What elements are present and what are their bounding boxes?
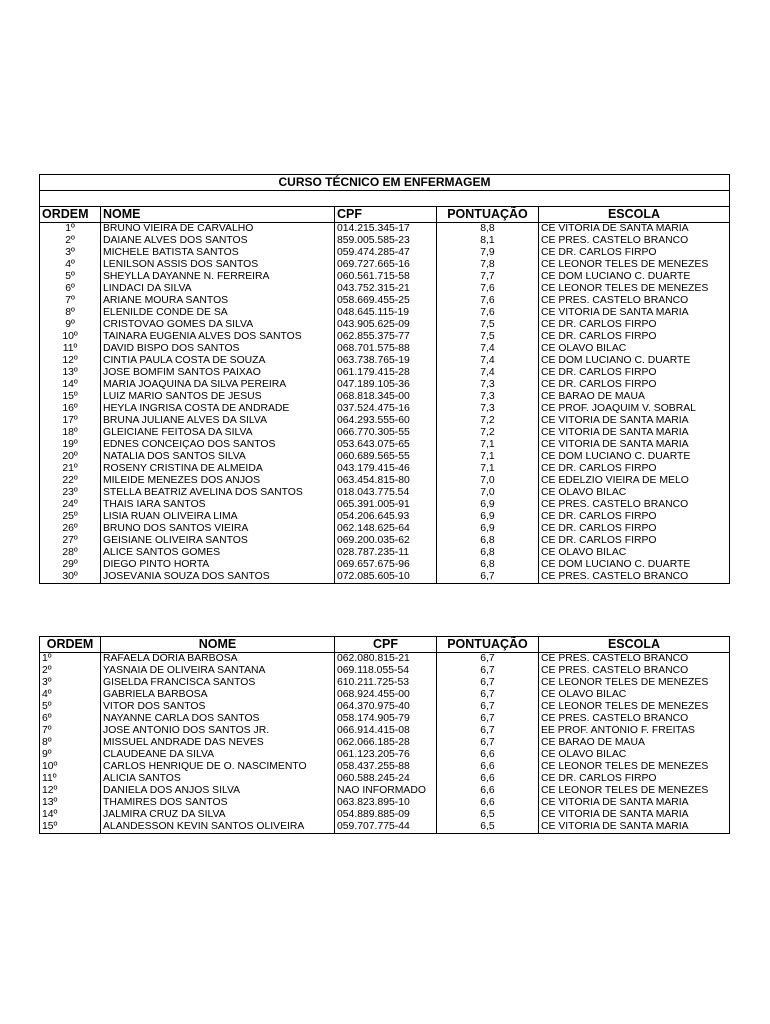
table-row <box>40 451 730 463</box>
cell-nome: DAVID BISPO DOS SANTOS <box>101 343 335 355</box>
cell-pontuacao: 6,7 <box>437 677 539 689</box>
cell-ordem: 20º <box>62 451 78 462</box>
cell-ordem: 9º <box>42 749 52 760</box>
cell-cpf: 062.080.815-21 <box>335 653 437 666</box>
cell-cpf: 069.118.055-54 <box>335 665 437 677</box>
cell-pontuacao: 6,7 <box>437 701 539 713</box>
cell-nome: LENILSON ASSIS DOS SANTOS <box>101 259 335 271</box>
cell-ordem: 25º <box>62 511 78 522</box>
cell-nome: JALMIRA CRUZ DA SILVA <box>101 809 335 821</box>
cell-nome: CLAUDEANE DA SILVA <box>101 749 335 761</box>
cell-cpf: 859.005.585-23 <box>335 235 437 247</box>
cell-nome: THAMIRES DOS SANTOS <box>101 797 335 809</box>
cell-nome: LISIA RUAN OLIVEIRA LIMA <box>101 511 335 523</box>
table-row <box>40 403 730 415</box>
cell-escola: CE PRES. CASTELO BRANCO <box>539 653 730 666</box>
cell-nome: YASNAIA DE OLIVEIRA SANTANA <box>101 665 335 677</box>
cell-escola: CE LEONOR TELES DE MENEZES <box>539 761 730 773</box>
cell-ordem: 14º <box>62 379 78 390</box>
cell-escola: CE VITÓRIA DE SANTA MARIA <box>539 307 730 319</box>
cell-nome: ELENILDE CONDE DE SÁ <box>101 307 335 319</box>
cell-pontuacao: 6,6 <box>437 761 539 773</box>
cell-nome: BRUNO DOS SANTOS VIEIRA <box>101 523 335 535</box>
cell-escola: CE OLAVO BILAC <box>539 343 730 355</box>
cell-ordem: 11º <box>42 773 57 784</box>
cell-ordem: 7º <box>42 725 52 736</box>
table-row <box>40 319 730 331</box>
cell-escola: CE EDELZIO VIEIRA DE MELO <box>539 475 730 487</box>
cell-ordem: 8º <box>65 307 75 318</box>
cell-escola: CE PRES. CASTELO BRANCO <box>539 713 730 725</box>
cell-ordem: 6º <box>65 283 75 294</box>
cell-escola: CE DR. CARLOS FIRPO <box>539 773 730 785</box>
cell-nome: ALICE SANTOS GOMES <box>101 547 335 559</box>
cell-escola: CE OLAVO BILAC <box>539 547 730 559</box>
cell-cpf: 064.370.975-40 <box>335 701 437 713</box>
cell-cpf: 053.643.075-65 <box>335 439 437 451</box>
cell-ordem: 6º <box>42 713 52 724</box>
cell-cpf: 610.211.725-53 <box>335 677 437 689</box>
cell-nome: GABRIELA BARBOSA <box>101 689 335 701</box>
cell-cpf: 061.179.415-28 <box>335 367 437 379</box>
cell-cpf: 069.727.665-16 <box>335 259 437 271</box>
cell-nome: CRISTOVÃO GOMES DA SILVA <box>101 319 335 331</box>
cell-ordem: 3º <box>42 677 52 688</box>
cell-ordem: 13º <box>62 367 78 378</box>
cell-escola: CE DOM LUCIANO C. DUARTE <box>539 271 730 283</box>
cell-pontuacao: 7,9 <box>437 247 539 259</box>
table-row <box>40 773 730 785</box>
table-row <box>40 809 730 821</box>
table-row <box>40 571 730 584</box>
cell-nome: BRUNO VIEIRA DE CARVALHO <box>101 223 335 236</box>
cell-escola: CE BARÃO DE MAUÁ <box>539 391 730 403</box>
table-row <box>40 439 730 451</box>
table-row <box>40 343 730 355</box>
cell-escola: CE VITÓRIA DE SANTA MARIA <box>539 439 730 451</box>
cell-nome: RAFAELA DÓRIA BARBOSA <box>101 653 335 666</box>
cell-ordem: 9º <box>65 319 75 330</box>
cell-escola: CE VITÓRIA DE SANTA MARIA <box>539 821 730 834</box>
cell-pontuacao: 7,4 <box>437 367 539 379</box>
cell-cpf: 043.752.315-21 <box>335 283 437 295</box>
cell-escola: CE DR. CARLOS FIRPO <box>539 463 730 475</box>
cell-ordem: 4º <box>42 689 52 700</box>
cell-ordem: 24º <box>62 499 78 510</box>
cell-cpf: 054.889.885-09 <box>335 809 437 821</box>
cell-ordem: 5º <box>42 701 52 712</box>
cell-escola: CE VITÓRIA DE SANTA MARIA <box>539 797 730 809</box>
cell-cpf: 060.561.715-58 <box>335 271 437 283</box>
cell-escola: CE VITÓRIA DE SANTA MARIA <box>539 809 730 821</box>
cell-pontuacao: 6,7 <box>437 571 539 584</box>
cell-nome: HEYLA INGRISA COSTA DE ANDRADE <box>101 403 335 415</box>
cell-cpf: 018.043.775.54 <box>335 487 437 499</box>
cell-escola: CE OLAVO BILAC <box>539 689 730 701</box>
cell-escola: CE PROF. JOAQUIM V. SOBRAL <box>539 403 730 415</box>
cell-pontuacao: 8,8 <box>437 223 539 236</box>
cell-nome: STELLA BEATRIZ AVELINA DOS SANTOS <box>101 487 335 499</box>
table-row <box>40 523 730 535</box>
table-row <box>40 737 730 749</box>
cell-pontuacao: 6,6 <box>437 773 539 785</box>
cell-pontuacao: 7,6 <box>437 295 539 307</box>
cell-nome: NAYANNE CARLA DOS SANTOS <box>101 713 335 725</box>
cell-ordem: 1º <box>65 223 75 234</box>
cell-nome: THAIS IARA SANTOS <box>101 499 335 511</box>
table-row <box>40 701 730 713</box>
cell-pontuacao: 7,4 <box>437 343 539 355</box>
cell-nome: MISSUEL ANDRADE DAS NEVES <box>101 737 335 749</box>
cell-cpf: 043.905.625-09 <box>335 319 437 331</box>
cell-nome: GLEICIANE FEITOSA DA SILVA <box>101 427 335 439</box>
cell-nome: TAINARA EUGÊNIA ALVES DOS SANTOS <box>101 331 335 343</box>
cell-pontuacao: 6,7 <box>437 665 539 677</box>
cell-pontuacao: 6,7 <box>437 653 539 666</box>
cell-pontuacao: 6,8 <box>437 559 539 571</box>
header-ordem: ORDEM <box>40 207 101 223</box>
cell-pontuacao: 6,9 <box>437 523 539 535</box>
cell-escola: CE PRES. CASTELO BRANCO <box>539 499 730 511</box>
table-row <box>40 499 730 511</box>
cell-pontuacao: 7,0 <box>437 487 539 499</box>
cell-nome: ALANDESSON KEVIN SANTOS OLIVEIRA <box>101 821 335 834</box>
table-row <box>40 295 730 307</box>
cell-escola: CE LEONOR TELES DE MENEZES <box>539 677 730 689</box>
table-row <box>40 367 730 379</box>
cell-ordem: 16º <box>62 403 78 414</box>
cell-cpf: 064.293.555-60 <box>335 415 437 427</box>
cell-pontuacao: 7,8 <box>437 259 539 271</box>
table-row <box>40 511 730 523</box>
table-row <box>40 653 730 666</box>
spacer-row <box>40 191 730 207</box>
cell-ordem: 26º <box>62 523 78 534</box>
cell-cpf: 028.787.235-11 <box>335 547 437 559</box>
cell-pontuacao: 8,1 <box>437 235 539 247</box>
cell-cpf: 062.855.375-77 <box>335 331 437 343</box>
cell-pontuacao: 7,6 <box>437 307 539 319</box>
cell-cpf: 058.669.455-25 <box>335 295 437 307</box>
cell-escola: CE DR. CARLOS FIRPO <box>539 331 730 343</box>
cell-escola: CE LEONOR TELES DE MENEZES <box>539 701 730 713</box>
cell-escola: CE VITÓRIA DE SANTA MARIA <box>539 427 730 439</box>
cell-pontuacao: 7,3 <box>437 403 539 415</box>
cell-nome: VITOR DOS SANTOS <box>101 701 335 713</box>
table-row <box>40 821 730 834</box>
cell-pontuacao: 6,7 <box>437 737 539 749</box>
cell-ordem: 29º <box>62 559 78 570</box>
cell-ordem: 2º <box>42 665 52 676</box>
table-title: CURSO TÉCNICO EM ENFERMAGEM <box>40 175 730 191</box>
cell-nome: ALICIA SANTOS <box>101 773 335 785</box>
cell-cpf: 060.689.565-55 <box>335 451 437 463</box>
cell-cpf: 065.391.005-91 <box>335 499 437 511</box>
cell-pontuacao: 7,5 <box>437 331 539 343</box>
cell-nome: GISELDA FRANCISCA SANTOS <box>101 677 335 689</box>
cell-ordem: 18º <box>62 427 78 438</box>
header-ordem: ORDEM <box>40 637 101 653</box>
cell-cpf: 069.657.675-96 <box>335 559 437 571</box>
cell-nome: MILEIDE MENEZES DOS ANJOS <box>101 475 335 487</box>
cell-pontuacao: 6,6 <box>437 785 539 797</box>
table-row <box>40 463 730 475</box>
cell-ordem: 17º <box>62 415 78 426</box>
cell-pontuacao: 6,5 <box>437 821 539 834</box>
table-row <box>40 785 730 797</box>
cell-nome: DAIANE ALVES DOS SANTOS <box>101 235 335 247</box>
table-row <box>40 259 730 271</box>
cell-ordem: 30º <box>62 571 78 582</box>
header-pontuacao: PONTUAÇÃO <box>437 637 539 653</box>
cell-pontuacao: 6,9 <box>437 499 539 511</box>
cell-ordem: 5º <box>65 271 75 282</box>
cell-ordem: 19º <box>62 439 78 450</box>
cell-escola: EE PROF. ANTÔNIO F. FREITAS <box>539 725 730 737</box>
cell-cpf: 037.524.475-16 <box>335 403 437 415</box>
cell-pontuacao: 7,6 <box>437 283 539 295</box>
table-row <box>40 713 730 725</box>
cell-nome: SHEYLLA DAYANNE N. FERREIRA <box>101 271 335 283</box>
cell-ordem: 11º <box>62 343 78 354</box>
table-row <box>40 271 730 283</box>
ranking-table-2 <box>39 636 730 834</box>
cell-escola: CE DR. CARLOS FIRPO <box>539 523 730 535</box>
table-row <box>40 283 730 295</box>
cell-cpf: NÃO INFORMADO <box>335 785 437 797</box>
cell-ordem: 22º <box>62 475 78 486</box>
cell-cpf: 063.738.765-19 <box>335 355 437 367</box>
header-pontuacao: PONTUAÇÃO <box>437 207 539 223</box>
cell-escola: CE DOM LUCIANO C. DUARTE <box>539 451 730 463</box>
table-row <box>40 391 730 403</box>
cell-pontuacao: 6,5 <box>437 809 539 821</box>
cell-nome: CARLOS HENRIQUE DE O. NASCIMENTO <box>101 761 335 773</box>
cell-pontuacao: 7,1 <box>437 451 539 463</box>
table-row <box>40 547 730 559</box>
cell-pontuacao: 7,4 <box>437 355 539 367</box>
cell-nome: MICHELE BATISTA SANTOS <box>101 247 335 259</box>
cell-cpf: 014.215.345-17 <box>335 223 437 236</box>
table-row <box>40 223 730 236</box>
cell-pontuacao: 6,7 <box>437 689 539 701</box>
cell-ordem: 27º <box>62 535 78 546</box>
table-row <box>40 307 730 319</box>
cell-escola: CE PRES. CASTELO BRANCO <box>539 235 730 247</box>
header-escola: ESCOLA <box>539 207 730 223</box>
cell-ordem: 28º <box>62 547 78 558</box>
cell-ordem: 10º <box>42 761 58 772</box>
cell-pontuacao: 7,3 <box>437 379 539 391</box>
cell-escola: CE LEONOR TELES DE MENEZES <box>539 283 730 295</box>
cell-escola: CE LEONOR TELES DE MENEZES <box>539 785 730 797</box>
cell-cpf: 066.770.305-55 <box>335 427 437 439</box>
cell-cpf: 062.066.185-28 <box>335 737 437 749</box>
cell-pontuacao: 7,5 <box>437 319 539 331</box>
header-cpf: CPF <box>335 637 437 653</box>
cell-pontuacao: 7,0 <box>437 475 539 487</box>
cell-ordem: 7º <box>65 295 75 306</box>
cell-ordem: 10º <box>62 331 78 342</box>
cell-pontuacao: 7,3 <box>437 391 539 403</box>
cell-nome: JOSÉ BOMFIM SANTOS PAIXÃO <box>101 367 335 379</box>
cell-escola: CE VITÓRIA DE SANTA MARIA <box>539 415 730 427</box>
cell-nome: LUIZ MÁRIO SANTOS DE JESUS <box>101 391 335 403</box>
cell-ordem: 4º <box>65 259 75 270</box>
cell-pontuacao: 7,2 <box>437 415 539 427</box>
cell-pontuacao: 6,8 <box>437 547 539 559</box>
cell-escola: CE LEONOR TELES DE MENEZES <box>539 259 730 271</box>
header-nome: NOME <box>101 637 335 653</box>
cell-nome: CINTIA PAULA COSTA DE SOUZA <box>101 355 335 367</box>
cell-escola: CE VITÓRIA DE SANTA MARIA <box>539 223 730 236</box>
cell-nome: DANIELA DOS ANJOS SILVA <box>101 785 335 797</box>
table-row <box>40 475 730 487</box>
cell-cpf: 058.174.905-79 <box>335 713 437 725</box>
header-cpf: CPF <box>335 207 437 223</box>
table-row <box>40 427 730 439</box>
cell-ordem: 13º <box>42 797 58 808</box>
table-row <box>40 415 730 427</box>
cell-cpf: 063.823.895-10 <box>335 797 437 809</box>
table-row <box>40 487 730 499</box>
cell-ordem: 2º <box>65 235 75 246</box>
cell-pontuacao: 7,1 <box>437 439 539 451</box>
cell-cpf: 072.085.605-10 <box>335 571 437 584</box>
table-row <box>40 761 730 773</box>
cell-cpf: 059.474.285-47 <box>335 247 437 259</box>
cell-nome: DIEGO PINTO HORTA <box>101 559 335 571</box>
cell-cpf: 048.645.115-19 <box>335 307 437 319</box>
cell-ordem: 14º <box>42 809 58 820</box>
cell-nome: GEISIANE OLIVEIRA SANTOS <box>101 535 335 547</box>
cell-ordem: 12º <box>62 355 78 366</box>
cell-escola: CE DR. CARLOS FIRPO <box>539 511 730 523</box>
cell-nome: ROSENY CRISTINA DE ALMEIDA <box>101 463 335 475</box>
cell-cpf: 069.200.035-62 <box>335 535 437 547</box>
cell-cpf: 058.437.255-88 <box>335 761 437 773</box>
cell-pontuacao: 6,9 <box>437 511 539 523</box>
cell-cpf: 061.123.205-76 <box>335 749 437 761</box>
cell-nome: JOSÉ ANTÔNIO DOS SANTOS JR. <box>101 725 335 737</box>
header-nome: NOME <box>101 207 335 223</box>
cell-escola: CE DR. CARLOS FIRPO <box>539 379 730 391</box>
cell-cpf: 062.148.625-64 <box>335 523 437 535</box>
table-row <box>40 535 730 547</box>
cell-nome: JOSEVÂNIA SOUZA DOS SANTOS <box>101 571 335 584</box>
cell-cpf: 043.179.415-46 <box>335 463 437 475</box>
cell-pontuacao: 6,6 <box>437 797 539 809</box>
cell-ordem: 15º <box>42 821 58 832</box>
table-row <box>40 235 730 247</box>
cell-ordem: 15º <box>62 391 78 402</box>
cell-ordem: 1º <box>42 653 52 664</box>
cell-pontuacao: 6,8 <box>437 535 539 547</box>
cell-ordem: 23º <box>62 487 78 498</box>
cell-escola: CE DR. CARLOS FIRPO <box>539 319 730 331</box>
header-escola: ESCOLA <box>539 637 730 653</box>
cell-nome: ARIANE MOURA SANTOS <box>101 295 335 307</box>
cell-pontuacao: 7,2 <box>437 427 539 439</box>
cell-cpf: 068.818.345-00 <box>335 391 437 403</box>
header-row <box>40 637 730 653</box>
cell-cpf: 060.588.245-24 <box>335 773 437 785</box>
cell-nome: BRUNA JULIANE ALVES DA SILVA <box>101 415 335 427</box>
cell-cpf: 054.206.645.93 <box>335 511 437 523</box>
table-row <box>40 665 730 677</box>
cell-cpf: 066.914.415-08 <box>335 725 437 737</box>
cell-pontuacao: 6,7 <box>437 725 539 737</box>
cell-escola: CE PRES. CASTELO BRANCO <box>539 571 730 584</box>
cell-ordem: 3º <box>65 247 75 258</box>
cell-escola: CE PRES. CASTELO BRANCO <box>539 295 730 307</box>
cell-cpf: 068.701.575-88 <box>335 343 437 355</box>
cell-cpf: 068.924.455-00 <box>335 689 437 701</box>
table-row <box>40 379 730 391</box>
cell-pontuacao: 7,1 <box>437 463 539 475</box>
cell-escola: CE PRES. CASTELO BRANCO <box>539 665 730 677</box>
table-row <box>40 355 730 367</box>
table-row <box>40 749 730 761</box>
table-row <box>40 331 730 343</box>
table-row <box>40 725 730 737</box>
cell-escola: CE BARÃO DE MAUÁ <box>539 737 730 749</box>
header-row <box>40 207 730 223</box>
cell-cpf: 047.189.105-36 <box>335 379 437 391</box>
cell-escola: CE DOM LUCIANO C. DUARTE <box>539 355 730 367</box>
cell-escola: CE OLAVO BILAC <box>539 749 730 761</box>
cell-nome: MARIA JOAQUINA DA SILVA PEREIRA <box>101 379 335 391</box>
table-row <box>40 559 730 571</box>
table-title-row <box>40 175 730 191</box>
table-row <box>40 797 730 809</box>
table-row <box>40 247 730 259</box>
cell-pontuacao: 6,6 <box>437 749 539 761</box>
cell-ordem: 12º <box>42 785 58 796</box>
cell-cpf: 063.454.815-80 <box>335 475 437 487</box>
cell-cpf: 059.707.775-44 <box>335 821 437 834</box>
ranking-table-1 <box>39 174 730 584</box>
cell-ordem: 8º <box>42 737 52 748</box>
cell-nome: LINDACI DA SILVA <box>101 283 335 295</box>
cell-escola: CE DR. CARLOS FIRPO <box>539 367 730 379</box>
cell-escola: CE DR. CARLOS FIRPO <box>539 535 730 547</box>
cell-nome: NATALIA DOS SANTOS SILVA <box>101 451 335 463</box>
cell-pontuacao: 7,7 <box>437 271 539 283</box>
cell-pontuacao: 6,7 <box>437 713 539 725</box>
cell-escola: CE DOM LUCIANO C. DUARTE <box>539 559 730 571</box>
cell-nome: EDNES CONCEIÇÃO DOS SANTOS <box>101 439 335 451</box>
cell-escola: CE DR. CARLOS FIRPO <box>539 247 730 259</box>
cell-ordem: 21º <box>62 463 78 474</box>
table-row <box>40 689 730 701</box>
cell-escola: CE OLAVO BILAC <box>539 487 730 499</box>
table-row <box>40 677 730 689</box>
